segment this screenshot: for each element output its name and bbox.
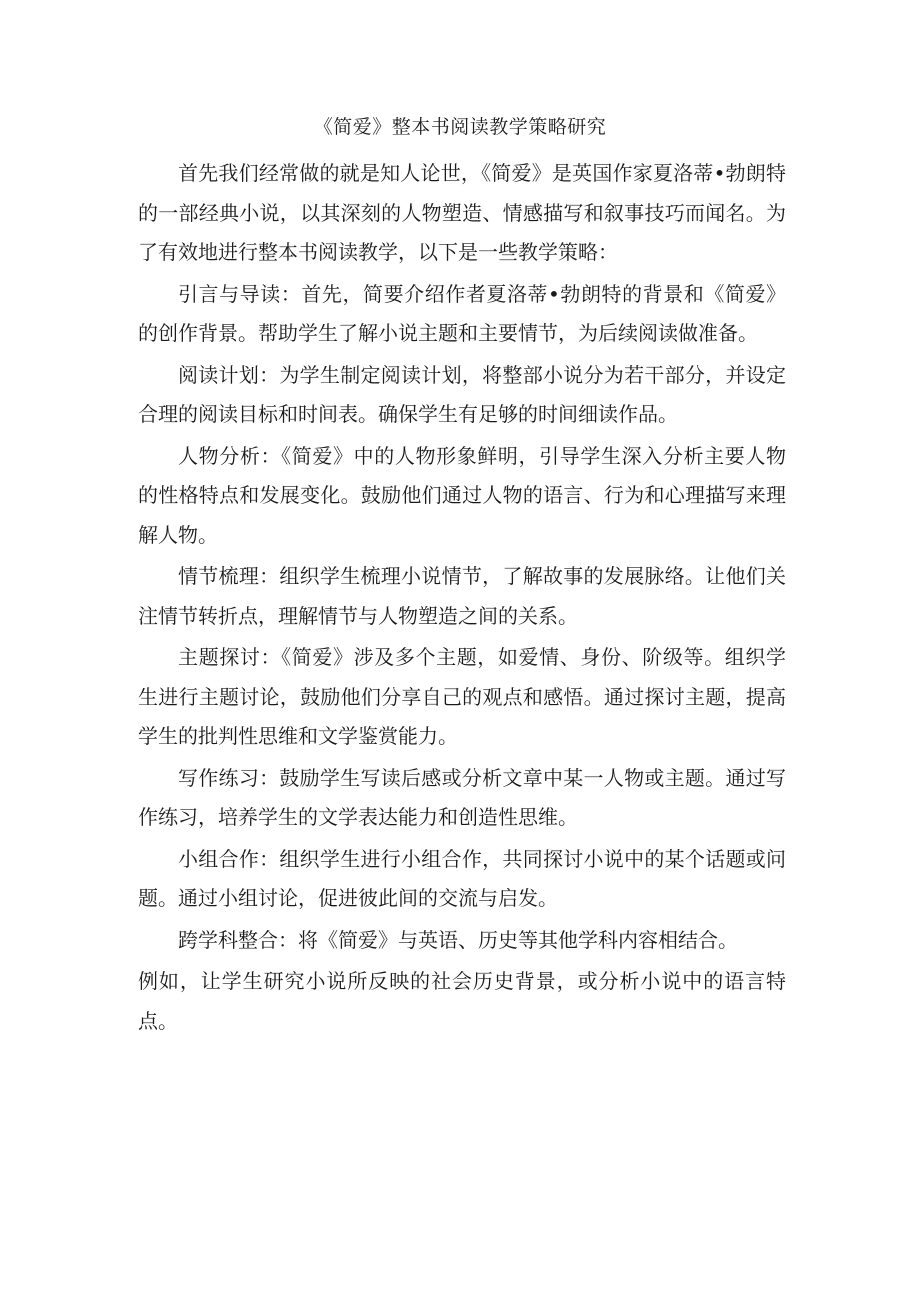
document-title: 《简爱》整本书阅读教学策略研究	[313, 116, 607, 138]
paragraph-introduction-guide: 引言与导读：首先，简要介绍作者夏洛蒂•勃朗特的背景和《简爱》的创作背景。帮助学生了解小说主题和主要情节，为后续阅读做准备。	[138, 281, 786, 345]
paragraph-interdisciplinary: 跨学科整合：将《简爱》与英语、历史等其他学科内容相结合。	[178, 927, 738, 952]
paragraph-theme-discussion: 主题探讨：《简爱》涉及多个主题，如爱情、身份、阶级等。组织学生进行主题讨论，鼓励他们分享自己的观点和感悟。通过探讨主题，提高学生的批判性思维和文学鉴赏能力。	[138, 645, 786, 748]
paragraph-plot-review: 情节梳理：组织学生梳理小说情节，了解故事的发展脉络。让他们关注情节转折点，理解情节与人物塑造之间的关系。	[138, 564, 786, 628]
paragraph-group-work: 小组合作：组织学生进行小组合作，共同探讨小说中的某个话题或问题。通过小组讨论，促进彼此间的交流与启发。	[138, 846, 786, 910]
paragraph-character-analysis: 人物分析：《简爱》中的人物形象鲜明，引导学生深入分析主要人物的性格特点和发展变化。鼓励他们通过人物的语言、行为和心理描写来理解人物。	[138, 443, 786, 547]
paragraph-reading-plan: 阅读计划：为学生制定阅读计划，将整部小说分为若干部分，并设定合理的阅读目标和时间表。确保学生有足够的时间细读作品。	[138, 362, 786, 426]
document-body	[138, 154, 786, 1043]
paragraph-example: 例如，让学生研究小说所反映的社会历史背景，或分析小说中的语言特点。	[138, 969, 786, 1033]
paragraph-writing-practice: 写作练习：鼓励学生写读后感或分析文章中某一人物或主题。通过写作练习，培养学生的文学表达能力和创造性思维。	[138, 765, 786, 829]
paragraph-intro: 首先我们经常做的就是知人论世，《简爱》是英国作家夏洛蒂•勃朗特的一部经典小说，以其深刻的人物塑造、情感描写和叙事技巧而闻名。为了有效地进行整本书阅读教学，以下是一些教学策略：	[138, 161, 786, 264]
